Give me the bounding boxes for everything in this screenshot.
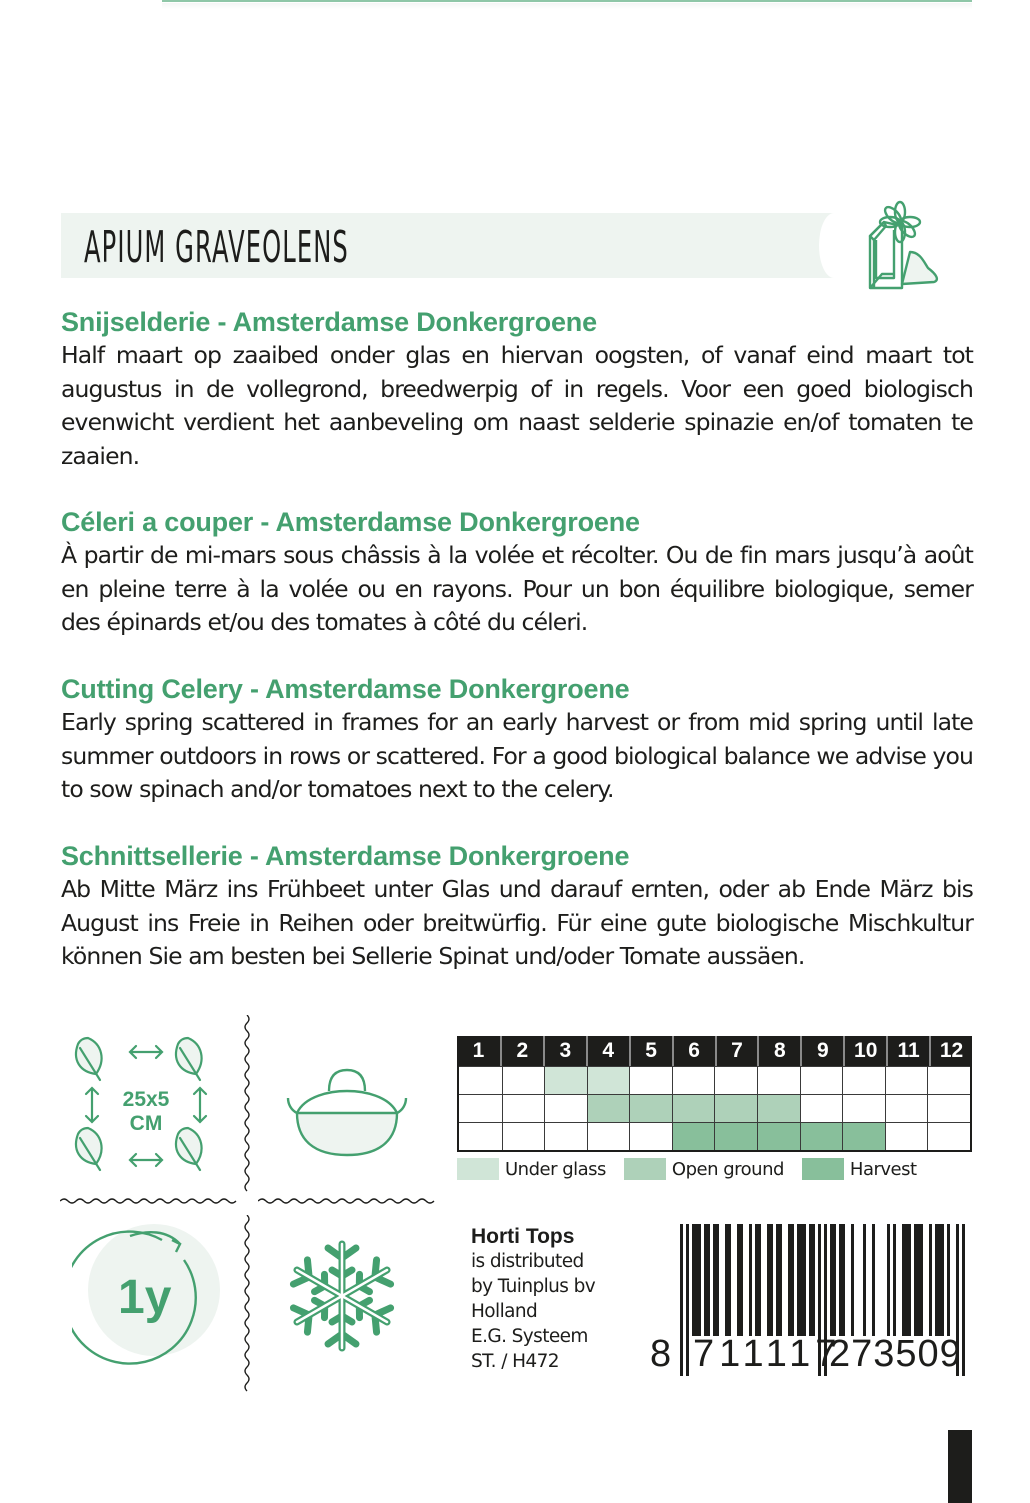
legend-label: Harvest [849, 1158, 917, 1180]
barcode-digit-first: 8 [650, 1333, 672, 1375]
calendar-cell [672, 1066, 715, 1094]
calendar-cell [757, 1066, 800, 1094]
calendar-cell [459, 1066, 502, 1094]
distributor-info [471, 1224, 595, 1374]
sowing-calendar [457, 1036, 972, 1180]
calendar-cell [800, 1122, 843, 1150]
calendar-cell [885, 1122, 928, 1150]
section-title-german: Schnittsellerie - Amsterdamse Donkergroene [61, 841, 630, 871]
section-body-dutch: Half maart op zaaibed onder glas en hiervan oogsten, of vanaf eind maart tot augustus in de vollegrond, breedwerpig of in regels. Voor een goed biologisch evenwicht verdient het aanbeveling om naast selderie spinazie en/of tomaten te zaaien. [61, 341, 973, 470]
distributor-line: by Tuinplus bv [471, 1276, 596, 1297]
annual-cycle-icon [72, 1222, 222, 1372]
month-2: 2 [500, 1036, 543, 1066]
wavy-divider-vertical [243, 1215, 251, 1393]
section-english [61, 672, 973, 807]
legend-label: Open ground [671, 1158, 784, 1180]
arrow-vertical-icon [194, 1088, 206, 1122]
section-dutch [61, 305, 973, 473]
distributor-line: is distributed [471, 1251, 584, 1272]
leaf-icon [76, 1128, 102, 1170]
calendar-cell [544, 1066, 587, 1094]
legend-swatch [624, 1158, 666, 1180]
section-body-english: Early spring scattered in frames for an early harvest or from mid spring until late summer outdoors in rows or scattered. For a good biological balance we advise you to sow spinach and/or tomatoes next to the celery. [61, 708, 973, 803]
legend-label: Under glass [505, 1158, 606, 1180]
latin-name: APIUM GRAVEOLENS [84, 222, 349, 273]
legend-swatch [457, 1158, 499, 1180]
calendar-cell [842, 1066, 885, 1094]
barcode-digits-right: 273509 [829, 1333, 962, 1375]
section-title-french: Céleri a couper - Amsterdamse Donkergroene [61, 507, 640, 537]
calendar-cell [629, 1066, 672, 1094]
lifecycle-value: 1y [118, 1271, 172, 1324]
legend-open-ground [624, 1158, 784, 1180]
cooking-pot-icon [285, 1050, 410, 1160]
distributor-line: Holland [471, 1301, 538, 1322]
top-rule [162, 0, 972, 2]
section-body-german: Ab Mitte März ins Frühbeet unter Glas und darauf ernten, oder ab Ende März bis August ins Freie in Reihen oder breitwürfig. Für eine gute biologische Mischkultur können Sie am besten bei Sellerie Spinat und/oder Tomate aussäen. [61, 875, 973, 970]
calendar-cell [714, 1066, 757, 1094]
edge-marker [948, 1430, 972, 1503]
month-1: 1 [472, 1039, 485, 1062]
calendar-cell [757, 1094, 800, 1122]
calendar-cell [629, 1094, 672, 1122]
legend-swatch [802, 1158, 844, 1180]
section-body-french: À partir de mi-mars sous châssis à la volée et récolter. Ou de fin mars jusqu’à août en pleine terre à la volée ou en rayons. Pour un bon équilibre biologique, semer des épinards et/ou des tomates à côté du céleri. [61, 541, 973, 636]
calendar-cell [459, 1094, 502, 1122]
calendar-cell [714, 1094, 757, 1122]
month-11: 11 [886, 1036, 929, 1066]
spacing-unit: CM [129, 1112, 163, 1135]
distributor-line: E.G. Systeem [471, 1326, 588, 1347]
barcode-digits-left: 711117 [693, 1333, 842, 1375]
calendar-cell [544, 1122, 587, 1150]
calendar-cell [800, 1066, 843, 1094]
wavy-divider-horizontal [258, 1197, 436, 1205]
calendar-cell [885, 1094, 928, 1122]
legend-harvest [802, 1158, 917, 1180]
month-10: 10 [843, 1036, 886, 1066]
calendar-cell [842, 1122, 885, 1150]
calendar-cell [927, 1122, 970, 1150]
arrow-horizontal-icon [130, 1154, 162, 1166]
calendar-cell [502, 1094, 545, 1122]
calendar-cell [502, 1066, 545, 1094]
calendar-month-header [457, 1036, 972, 1066]
calendar-cell [459, 1122, 502, 1150]
arrow-horizontal-icon [130, 1046, 162, 1058]
calendar-cell [885, 1066, 928, 1094]
calendar-cell [757, 1122, 800, 1150]
arrow-vertical-icon [86, 1088, 98, 1122]
calendar-cell [842, 1094, 885, 1122]
section-german [61, 839, 973, 974]
calendar-grid [457, 1066, 972, 1152]
calendar-cell [629, 1122, 672, 1150]
calendar-cell [587, 1122, 630, 1150]
month-8: 8 [757, 1036, 800, 1066]
leaf-icon [176, 1038, 202, 1080]
month-12: 12 [929, 1036, 972, 1066]
distributor-line: ST. / H472 [471, 1351, 559, 1372]
calendar-cell [587, 1094, 630, 1122]
legend-under-glass [457, 1158, 606, 1180]
top-rule-shadow [162, 3, 972, 9]
wavy-divider-horizontal [60, 1197, 238, 1205]
section-french [61, 505, 973, 640]
plant-spacing-icon [66, 1030, 226, 1180]
section-title-dutch: Snijselderie - Amsterdamse Donkergroene [61, 307, 597, 337]
calendar-cell [672, 1122, 715, 1150]
calendar-cell [714, 1122, 757, 1150]
month-7: 7 [715, 1036, 758, 1066]
snowflake-icon [284, 1236, 400, 1356]
calendar-cell [587, 1066, 630, 1094]
wavy-divider-vertical [243, 1015, 251, 1193]
calendar-cell [502, 1122, 545, 1150]
greenhouse-flower-icon [862, 196, 942, 292]
calendar-cell [800, 1094, 843, 1122]
month-5: 5 [629, 1036, 672, 1066]
leaf-icon [76, 1038, 102, 1080]
month-6: 6 [672, 1036, 715, 1066]
month-4: 4 [586, 1036, 629, 1066]
calendar-cell [927, 1066, 970, 1094]
spacing-value: 25x5 [122, 1088, 170, 1111]
month-9: 9 [800, 1036, 843, 1066]
calendar-cell [927, 1094, 970, 1122]
calendar-legend [457, 1158, 972, 1180]
calendar-cell [672, 1094, 715, 1122]
section-title-english: Cutting Celery - Amsterdamse Donkergroene [61, 674, 630, 704]
month-3: 3 [543, 1036, 586, 1066]
brand-name: Horti Tops [471, 1225, 575, 1248]
calendar-cell [544, 1094, 587, 1122]
